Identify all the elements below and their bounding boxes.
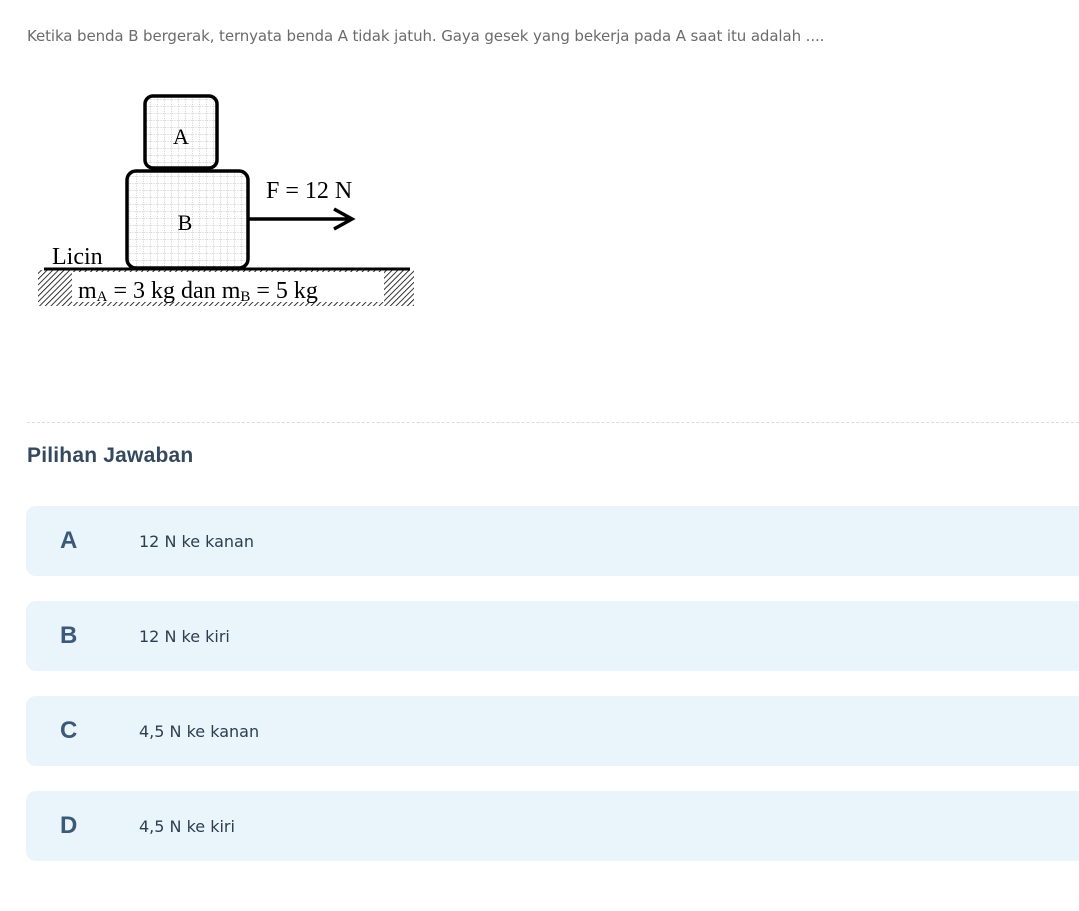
physics-diagram bbox=[38, 92, 414, 314]
section-divider bbox=[27, 422, 1079, 423]
answer-option-c[interactable] bbox=[26, 696, 1079, 766]
mass-caption: mA = 3 kg dan mB = 5 kg bbox=[78, 278, 318, 305]
option-text: 4,5 N ke kiri bbox=[139, 817, 235, 836]
answers-title: Pilihan Jawaban bbox=[27, 444, 194, 467]
option-letter: A bbox=[60, 527, 78, 554]
option-text: 4,5 N ke kanan bbox=[139, 722, 260, 741]
block-b-label: B bbox=[177, 210, 193, 235]
answer-option-d[interactable] bbox=[26, 791, 1079, 861]
force-label: F = 12 N bbox=[266, 178, 353, 204]
answer-option-a[interactable] bbox=[26, 506, 1079, 576]
option-letter: C bbox=[60, 717, 78, 744]
option-text: 12 N ke kiri bbox=[139, 627, 230, 646]
option-text: 12 N ke kanan bbox=[139, 532, 254, 551]
surface-label: Licin bbox=[52, 244, 103, 270]
answer-option-b[interactable] bbox=[26, 601, 1079, 671]
question-text: Ketika benda B bergerak, ternyata benda A tidak jatuh. Gaya gesek yang bekerja pada A saat itu adalah .... bbox=[27, 27, 825, 45]
block-a-label: A bbox=[173, 124, 189, 149]
option-letter: D bbox=[60, 812, 78, 839]
option-letter: B bbox=[60, 622, 78, 649]
